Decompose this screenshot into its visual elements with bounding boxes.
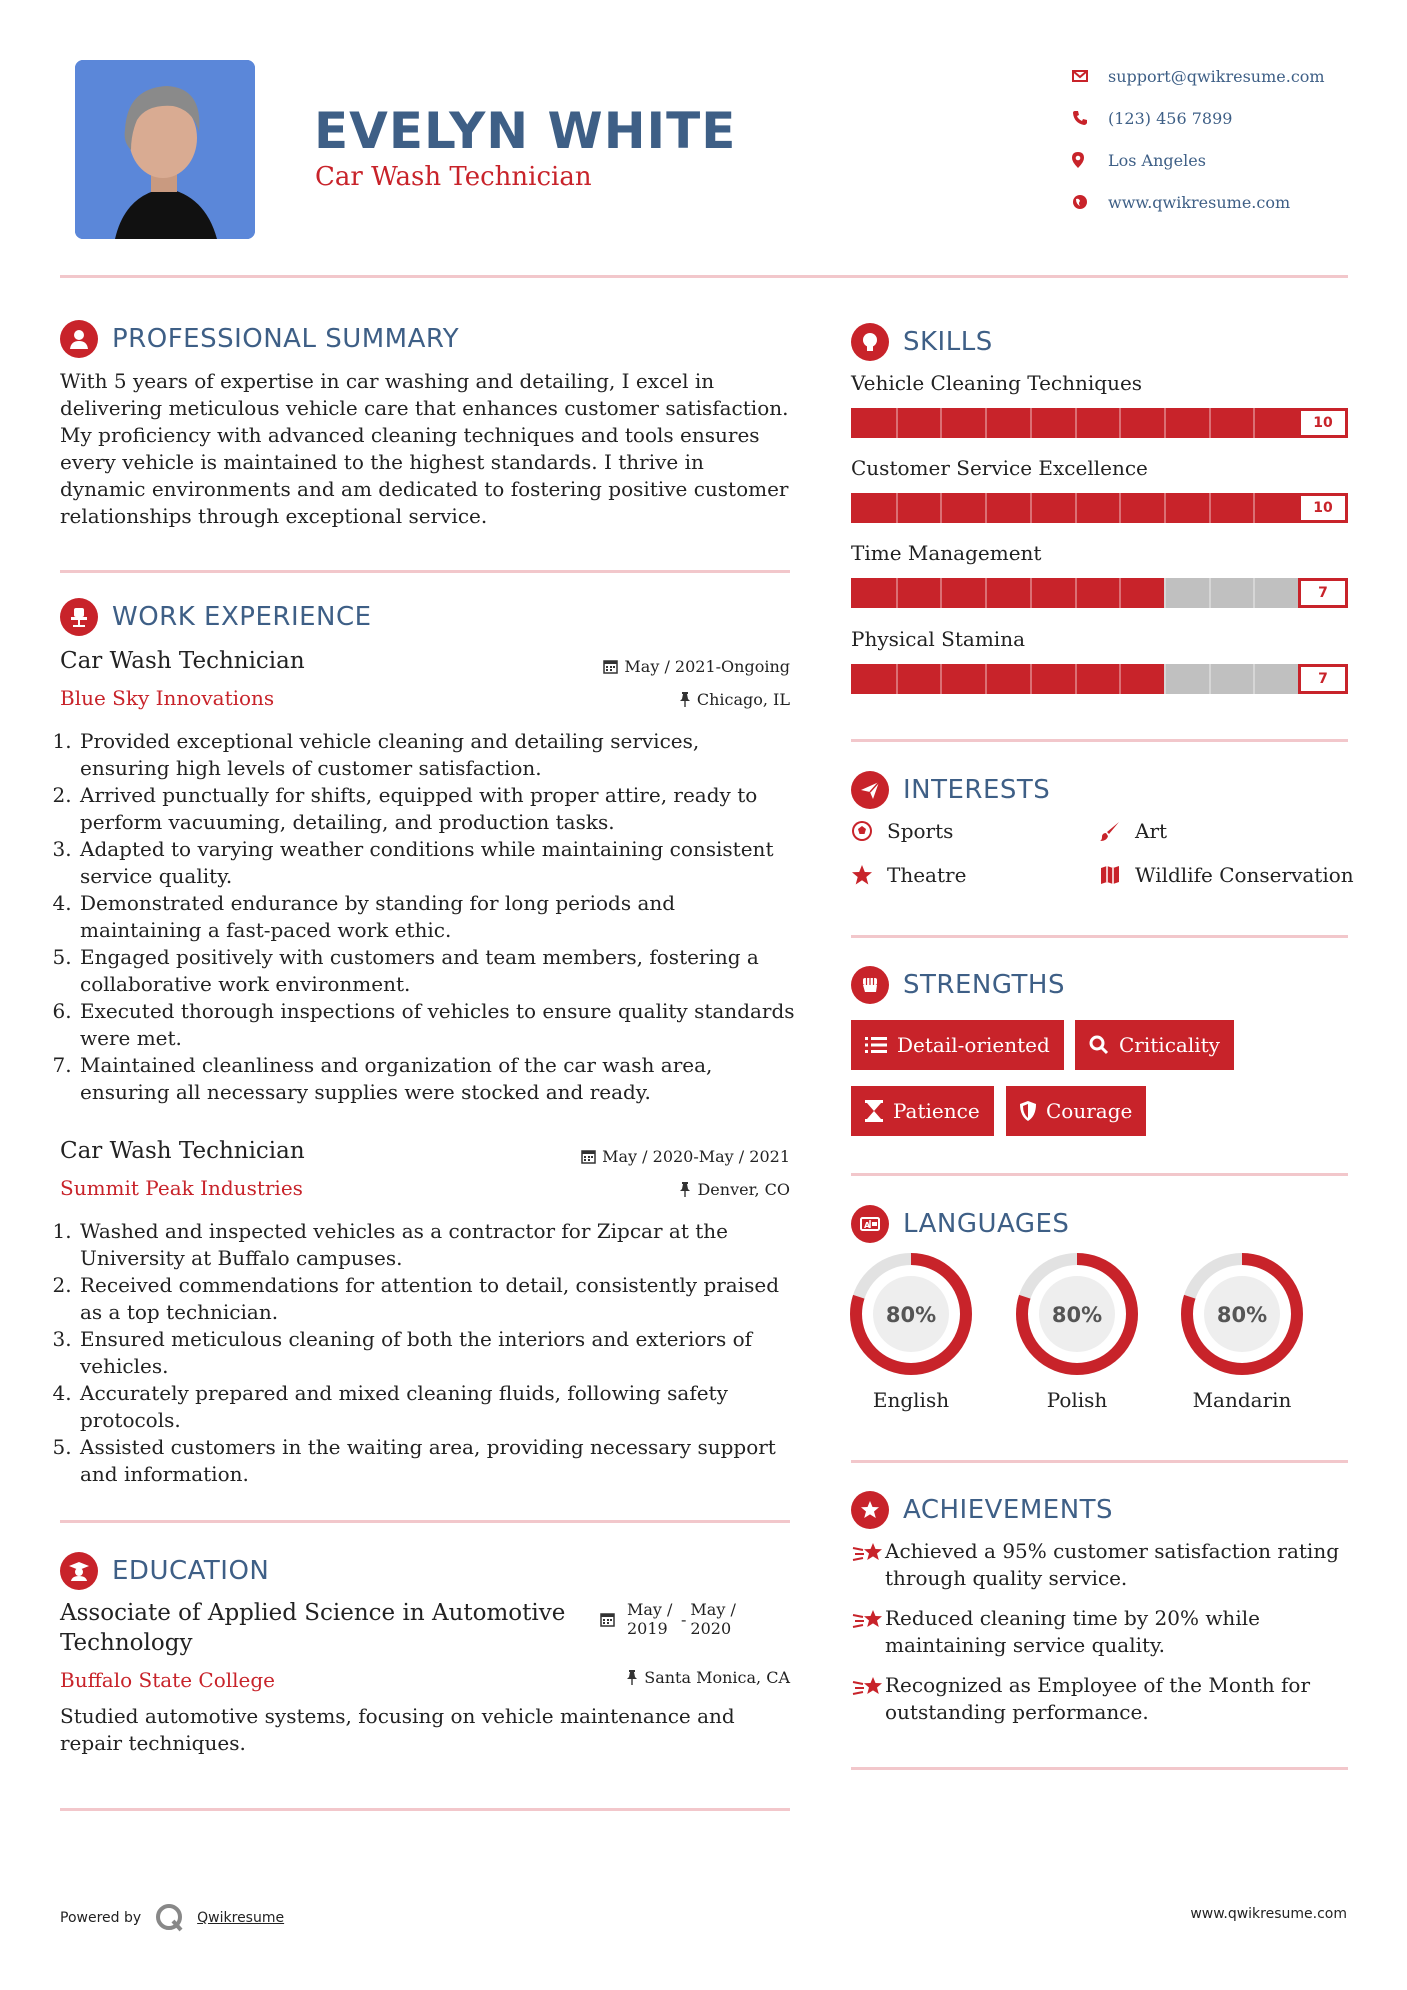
- contact-email[interactable]: [1072, 55, 1392, 97]
- footer-powered: [60, 1903, 284, 1933]
- envelope-icon: [1072, 70, 1108, 82]
- skill-segment: [940, 493, 942, 523]
- skill-segment: [1030, 408, 1032, 438]
- strength-label: Criticality: [1119, 1033, 1220, 1057]
- footer-url[interactable]: www.qwikresume.com: [1190, 1906, 1347, 1922]
- graduate-icon: [60, 1552, 98, 1590]
- shooting-star-icon: [851, 1672, 885, 1726]
- duty-item: 4. Demonstrated endurance by standing for long periods and maintaining a fast-paced work ethic.: [78, 890, 795, 944]
- job-1-duties: [60, 728, 795, 1106]
- hourglass-icon: [865, 1100, 883, 1122]
- shooting-star-icon: [851, 1605, 885, 1659]
- calendar-icon: [603, 659, 618, 674]
- skill-name: Vehicle Cleaning Techniques: [851, 371, 1143, 395]
- chair-icon: [60, 598, 98, 636]
- paintbrush-icon: [1099, 820, 1135, 842]
- skill-fill: [851, 408, 1348, 438]
- skill-segment: [1075, 664, 1077, 694]
- job-1-dates-text: May / 2021-Ongoing: [624, 657, 790, 676]
- calendar-icon: [581, 1149, 596, 1164]
- degree-title: Associate of Applied Science in Automotive Technology: [60, 1600, 566, 1656]
- education-title: EDUCATION: [112, 1556, 270, 1586]
- skills-heading: [851, 323, 993, 361]
- shooting-star-icon: [851, 1538, 885, 1592]
- skills-title: SKILLS: [903, 327, 993, 357]
- contact-block: [1072, 55, 1392, 223]
- duty-item: 3. Ensured meticulous cleaning of both the interiors and exteriors of vehicles.: [78, 1326, 795, 1380]
- gauge-label: 80%: [885, 1303, 937, 1327]
- qwikresume-logo-icon: [155, 1903, 185, 1933]
- skill-score: 10: [1298, 408, 1348, 438]
- skill-segment: [896, 493, 898, 523]
- skill-segment: [1030, 578, 1032, 608]
- education-location-text: Santa Monica, CA: [644, 1668, 790, 1687]
- phone-icon: [1072, 110, 1108, 126]
- skill-segment: [1030, 493, 1032, 523]
- skill-segment: [1075, 408, 1077, 438]
- svg-text:A: A: [864, 1221, 871, 1230]
- interest-item: [851, 863, 966, 887]
- work-divider: [60, 1520, 790, 1523]
- gauge-label: 80%: [1216, 1303, 1268, 1327]
- interest-label: Sports: [887, 819, 954, 843]
- job-1-title: Car Wash Technician: [60, 648, 305, 674]
- header-divider: [60, 275, 1348, 278]
- skill-score: 7: [1298, 578, 1348, 608]
- duty-item: 1. Provided exceptional vehicle cleaning and detailing services, ensuring high levels of customer satisfaction.: [78, 728, 795, 782]
- magnifier-icon: [1089, 1035, 1109, 1055]
- skill-segment: [1119, 493, 1121, 523]
- education-description: Studied automotive systems, focusing on vehicle maintenance and repair techniques.: [60, 1704, 735, 1755]
- website-text: www.qwikresume.com: [1108, 192, 1291, 212]
- fist-icon: [851, 966, 889, 1004]
- language-name: Polish: [1046, 1388, 1108, 1412]
- education-heading: [60, 1552, 269, 1590]
- summary-heading: [60, 320, 459, 358]
- job-2-title: Car Wash Technician: [60, 1138, 305, 1164]
- skill-segment: [896, 578, 898, 608]
- skill-segment: [1209, 493, 1211, 523]
- job-1-company: Blue Sky Innovations: [60, 686, 275, 710]
- interest-label: Art: [1135, 819, 1168, 843]
- skill-segment: [1164, 664, 1166, 694]
- education-end: May / 2020: [690, 1600, 736, 1638]
- language-item: [849, 1252, 973, 1412]
- globe-icon: [1072, 194, 1108, 210]
- strength-label: Detail-oriented: [897, 1033, 1050, 1057]
- school-name: Buffalo State College: [60, 1668, 276, 1692]
- interests-heading: [851, 771, 1050, 809]
- skills-divider: [851, 739, 1348, 742]
- strength-tag: [1075, 1020, 1234, 1070]
- strength-label: Courage: [1046, 1099, 1133, 1123]
- achievements-heading: [851, 1491, 1113, 1529]
- user-icon: [60, 320, 98, 358]
- skill-segment: [1119, 408, 1121, 438]
- phone-text: (123) 456 7899: [1108, 108, 1233, 128]
- map-icon: [1099, 864, 1135, 886]
- achievement-item: [851, 1605, 1348, 1659]
- interest-item: [1099, 863, 1354, 887]
- star-icon: [851, 864, 887, 886]
- skill-score: 7: [1298, 664, 1348, 694]
- education-divider: [60, 1808, 790, 1811]
- skill-segment: [1253, 493, 1255, 523]
- soccer-ball-icon: [851, 820, 887, 842]
- summary-text: With 5 years of expertise in car washing and detailing, I excel in delivering meticulous vehicle care that enhances customer satisfaction. My proficiency with advanced cleaning techniques and tools ensures every vehicle is maintained to the highest standards. I thrive in dynamic environments and am dedicated to fostering positive customer relationships through exceptional service.: [60, 369, 789, 528]
- skill-fill: [851, 493, 1348, 523]
- candidate-name: EVELYN WHITE: [314, 102, 737, 160]
- interest-item: [851, 819, 953, 843]
- interest-label: Theatre: [887, 863, 967, 887]
- skill-segment: [1075, 578, 1077, 608]
- duty-item: 7. Maintained cleanliness and organization of the car wash area, ensuring all necessary supplies were stocked and ready.: [78, 1052, 795, 1106]
- skill-segment: [985, 493, 987, 523]
- skill-bar: [851, 664, 1348, 694]
- languages-divider: [851, 1460, 1348, 1463]
- location-text: Los Angeles: [1108, 150, 1206, 170]
- job-2-location: [520, 1180, 790, 1199]
- skill-score: 10: [1298, 493, 1348, 523]
- job-1-dates: [520, 657, 790, 676]
- skill-segment: [1253, 408, 1255, 438]
- strength-label: Patience: [893, 1099, 980, 1123]
- skill-segment: [896, 664, 898, 694]
- skill-segment: [896, 408, 898, 438]
- skill-segment: [985, 408, 987, 438]
- powered-by-text: Powered by: [60, 1910, 142, 1926]
- pushpin-icon: [626, 1670, 638, 1685]
- skill-segment: [940, 408, 942, 438]
- skill-segment: [1209, 578, 1211, 608]
- work-heading: [60, 598, 372, 636]
- skill-name: Physical Stamina: [851, 627, 1026, 651]
- job-1-location-text: Chicago, IL: [696, 690, 790, 709]
- interests-title: INTERESTS: [903, 775, 1051, 805]
- job-2-company: Summit Peak Industries: [60, 1176, 303, 1200]
- achievements-divider: [851, 1767, 1348, 1770]
- language-item: [1015, 1252, 1139, 1412]
- candidate-title: Car Wash Technician: [315, 162, 592, 192]
- gauge-label: 80%: [1051, 1303, 1103, 1327]
- email-text: support@qwikresume.com: [1108, 66, 1325, 86]
- duty-item: 5. Assisted customers in the waiting area, providing necessary support and information.: [78, 1434, 795, 1488]
- achievement-item: [851, 1672, 1348, 1726]
- job-2-location-text: Denver, CO: [697, 1180, 790, 1199]
- strength-tag: [851, 1086, 994, 1136]
- skill-segment: [1075, 493, 1077, 523]
- achievement-item: [851, 1538, 1348, 1592]
- language-gauge: [1015, 1252, 1139, 1376]
- languages-heading: [851, 1205, 1069, 1243]
- pushpin-icon: [679, 1182, 691, 1197]
- duty-item: 6. Executed thorough inspections of vehicles to ensure quality standards were met.: [78, 998, 795, 1052]
- interest-label: Wildlife Conservation: [1135, 863, 1354, 887]
- skill-segment: [1164, 408, 1166, 438]
- skill-segment: [940, 664, 942, 694]
- skill-segment: [1253, 664, 1255, 694]
- strength-tag: [851, 1020, 1064, 1070]
- summary-divider: [60, 570, 790, 573]
- strengths-heading: [851, 966, 1065, 1004]
- award-star-icon: [851, 1491, 889, 1529]
- duty-item: 1. Washed and inspected vehicles as a contractor for Zipcar at the University at Buffalo campuses.: [78, 1218, 795, 1272]
- interests-divider: [851, 935, 1348, 938]
- work-title: WORK EXPERIENCE: [112, 602, 372, 632]
- languages-title: LANGUAGES: [903, 1209, 1070, 1239]
- achievement-text: Achieved a 95% customer satisfaction rating through quality service.: [885, 1539, 1340, 1590]
- strength-tag: [1006, 1086, 1146, 1136]
- duty-item: 3. Adapted to varying weather conditions while maintaining consistent service quality.: [78, 836, 795, 890]
- duty-item: 5. Engaged positively with customers and team members, fostering a collaborative work environment.: [78, 944, 795, 998]
- skill-bar: [851, 408, 1348, 438]
- language-gauge: [1180, 1252, 1304, 1376]
- lightbulb-icon: [851, 323, 889, 361]
- education-start: May / 2019: [627, 1600, 673, 1638]
- skill-bar: [851, 493, 1348, 523]
- language-name: Mandarin: [1192, 1388, 1292, 1412]
- skill-bar: [851, 578, 1348, 608]
- list-icon: [865, 1036, 887, 1054]
- duty-item: 2. Received commendations for attention to detail, consistently praised as a top technician.: [78, 1272, 795, 1326]
- skill-segment: [1253, 578, 1255, 608]
- strengths-divider: [851, 1173, 1348, 1176]
- duty-item: 4. Accurately prepared and mixed cleaning fluids, following safety protocols.: [78, 1380, 795, 1434]
- map-pin-icon: [1072, 152, 1108, 168]
- achievement-text: Recognized as Employee of the Month for outstanding performance.: [885, 1673, 1311, 1724]
- skill-segment: [940, 578, 942, 608]
- skill-fill: [851, 664, 1164, 694]
- language-item: [1180, 1252, 1304, 1412]
- skill-segment: [985, 664, 987, 694]
- calendar-icon: [600, 1612, 615, 1627]
- job-2-duties: [60, 1218, 795, 1488]
- job-2-dates-text: May / 2020-May / 2021: [602, 1147, 790, 1166]
- profile-photo: [75, 60, 255, 239]
- skill-name: Customer Service Excellence: [851, 456, 1148, 480]
- skill-name: Time Management: [851, 541, 1042, 565]
- contact-location: [1072, 139, 1392, 181]
- achievement-text: Reduced cleaning time by 20% while maintaining service quality.: [885, 1606, 1260, 1657]
- skill-segment: [1119, 664, 1121, 694]
- brand-link[interactable]: Qwikresume: [197, 1910, 285, 1926]
- summary-title: PROFESSIONAL SUMMARY: [112, 324, 460, 354]
- shield-icon: [1020, 1101, 1036, 1121]
- education-dates: May / 2019 - May / 2020: [600, 1600, 790, 1638]
- skill-segment: [985, 578, 987, 608]
- language-name: English: [872, 1388, 950, 1412]
- duty-item: 2. Arrived punctually for shifts, equipped with proper attire, ready to perform vacuuming, detailing, and production tasks.: [78, 782, 795, 836]
- skill-segment: [1209, 664, 1211, 694]
- language-gauge: [849, 1252, 973, 1376]
- skill-segment: [1030, 664, 1032, 694]
- education-location: [520, 1668, 790, 1687]
- contact-website[interactable]: [1072, 181, 1392, 223]
- contact-phone[interactable]: [1072, 97, 1392, 139]
- skill-segment: [1164, 578, 1166, 608]
- strengths-title: STRENGTHS: [903, 970, 1065, 1000]
- skill-segment: [1119, 578, 1121, 608]
- paper-plane-icon: [851, 771, 889, 809]
- skill-fill: [851, 578, 1164, 608]
- job-1-location: [520, 690, 790, 709]
- skill-segment: [1164, 493, 1166, 523]
- pushpin-icon: [679, 692, 691, 707]
- achievements-title: ACHIEVEMENTS: [903, 1495, 1114, 1525]
- job-2-dates: [520, 1147, 790, 1166]
- skill-segment: [1209, 408, 1211, 438]
- interest-item: [1099, 819, 1167, 843]
- translate-icon: [851, 1205, 889, 1243]
